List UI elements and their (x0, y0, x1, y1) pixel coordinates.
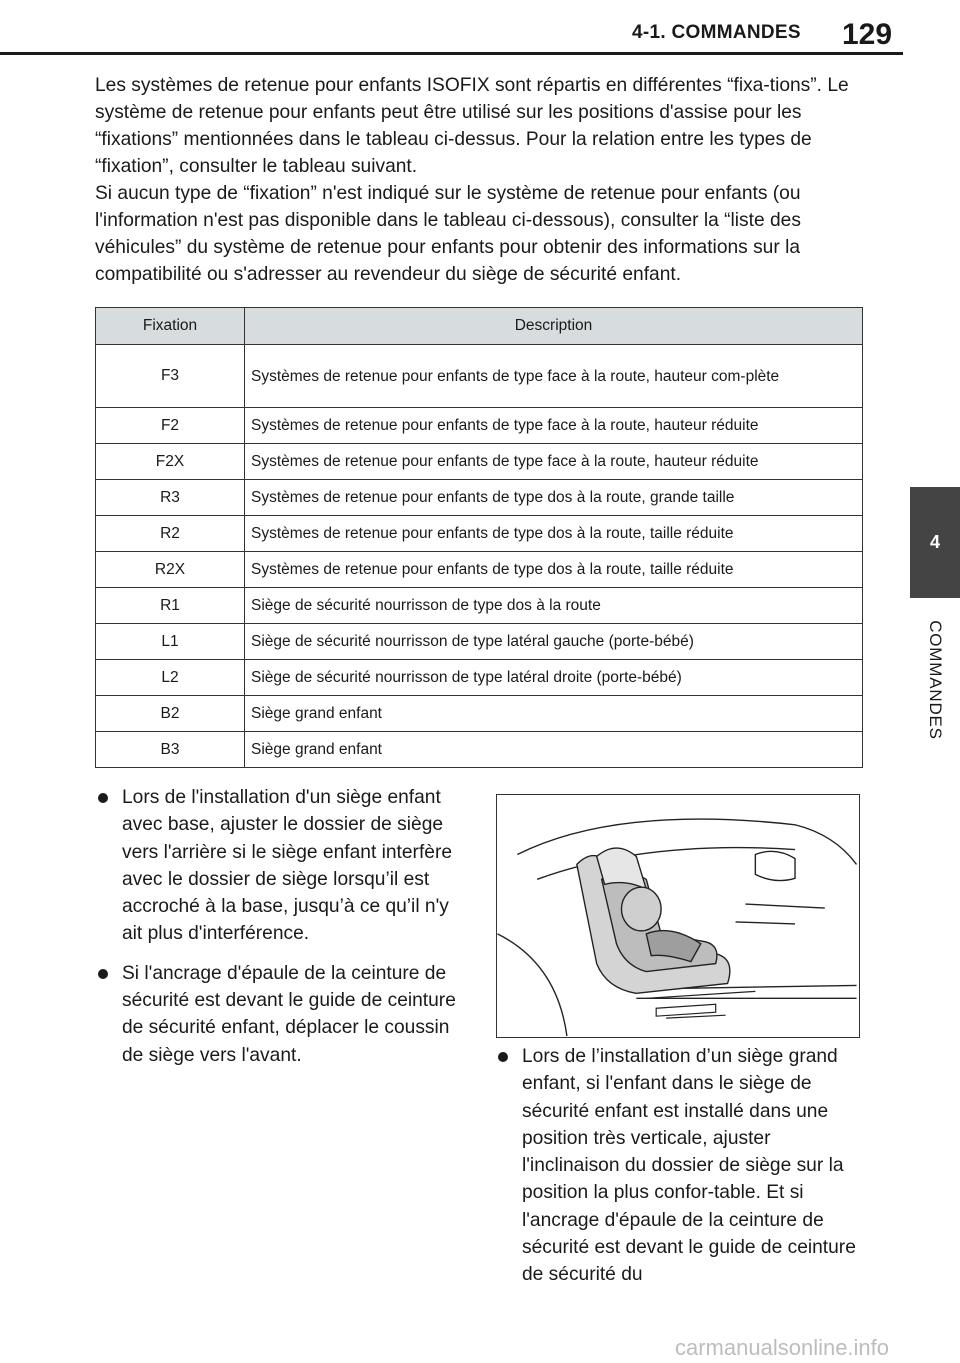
bullet-text: Si l'ancrage d'épaule de la ceinture de sécurité est devant le guide de ceinture de sécurité enfant, déplacer le coussin de siège vers l'avant. (122, 962, 456, 1066)
fixation-description: Siège grand enfant (245, 732, 863, 768)
chapter-tab (910, 487, 960, 598)
bullet-icon (98, 793, 108, 803)
table-row (96, 696, 863, 732)
fixation-code: L1 (96, 624, 245, 660)
table-row (96, 516, 863, 552)
table-row (96, 444, 863, 480)
car-seat-icon (497, 795, 859, 1037)
fixation-code: F2X (96, 444, 245, 480)
fixation-description: Siège grand enfant (245, 696, 863, 732)
watermark: carmanualsonline.info (675, 1335, 890, 1360)
table-header-row (96, 308, 863, 345)
table-row (96, 660, 863, 696)
chapter-number: 4 (929, 532, 940, 552)
chapter-label (913, 615, 957, 745)
header-fixation: Fixation (96, 308, 245, 345)
chapter-label-text: COMMANDES (926, 620, 945, 740)
bullet-list-left (96, 784, 466, 1081)
fixation-description: Systèmes de retenue pour enfants de type dos à la route, grande taille (245, 480, 863, 516)
intro-paragraph-2: Si aucun type de “fixation” n'est indiqué sur le système de retenue pour enfants (ou l'information n'est pas disponible dans le tableau ci-dessous), consulter la “liste des véhicules” du système de retenue pour enfants pour obtenir des informations sur la compatibilité ou s'adresser au revendeur du siège de sécurité enfant. (95, 183, 801, 285)
table-row (96, 588, 863, 624)
fixation-code: R2X (96, 552, 245, 588)
fixation-description: Systèmes de retenue pour enfants de type face à la route, hauteur réduite (245, 444, 863, 480)
fixation-description: Siège de sécurité nourrisson de type latéral gauche (porte-bébé) (245, 624, 863, 660)
fixation-code: F3 (96, 345, 245, 408)
section-title: 4-1. COMMANDES (632, 22, 801, 43)
table-row (96, 480, 863, 516)
bullet-icon (498, 1052, 508, 1062)
fixation-description: Systèmes de retenue pour enfants de type face à la route, hauteur réduite (245, 408, 863, 444)
header-description: Description (245, 308, 863, 345)
fixation-description: Systèmes de retenue pour enfants de type face à la route, hauteur com-plète (245, 345, 863, 408)
bullet-icon (98, 969, 108, 979)
page-number: 129 (842, 18, 893, 51)
bullet-list-right (496, 1043, 871, 1301)
table-row (96, 345, 863, 408)
child-seat-illustration (496, 794, 860, 1038)
intro-paragraph-1: Les systèmes de retenue pour enfants ISOFIX sont répartis en différentes “fixa-tions”. Le système de retenue pour enfants peut être utilisé sur les positions d'assise pour les “fixations” mentionnées dans le tableau ci-dessus. Pour la relation entre les types de “fixation”, consulter le tableau suivant. (95, 75, 849, 177)
fixation-code: F2 (96, 408, 245, 444)
fixation-description: Siège de sécurité nourrisson de type latéral droite (porte-bébé) (245, 660, 863, 696)
fixation-code: B3 (96, 732, 245, 768)
bullet-text: Lors de l’installation d’un siège grand enfant, si l'enfant dans le siège de sécurité enfant est installé dans une position très verticale, ajuster l'inclinaison du dossier de siège sur la position la plus confor-table. Et si l'ancrage d'épaule de la ceinture de sécurité est devant le guide de ceinture de sécurité du (522, 1046, 856, 1286)
intro-text (95, 72, 865, 288)
table-row (96, 624, 863, 660)
fixation-code: B2 (96, 696, 245, 732)
table-row (96, 408, 863, 444)
list-item (96, 960, 466, 1069)
fixation-code: R2 (96, 516, 245, 552)
fixation-description: Systèmes de retenue pour enfants de type dos à la route, taille réduite (245, 516, 863, 552)
header-rule (0, 52, 903, 55)
list-item (496, 1043, 871, 1289)
fixation-code: R3 (96, 480, 245, 516)
fixation-description: Systèmes de retenue pour enfants de type dos à la route, taille réduite (245, 552, 863, 588)
list-item (96, 784, 466, 948)
fixation-code: R1 (96, 588, 245, 624)
fixation-table (95, 307, 863, 768)
fixation-description: Siège de sécurité nourrisson de type dos à la route (245, 588, 863, 624)
fixation-code: L2 (96, 660, 245, 696)
table-row (96, 732, 863, 768)
table-row (96, 552, 863, 588)
bullet-text: Lors de l'installation d'un siège enfant avec base, ajuster le dossier de siège vers l'arrière si le siège enfant interfère avec le dossier de siège lorsqu’il est accroché à la base, jusqu’à ce qu’il n'y ait plus d'interférence. (122, 787, 453, 945)
